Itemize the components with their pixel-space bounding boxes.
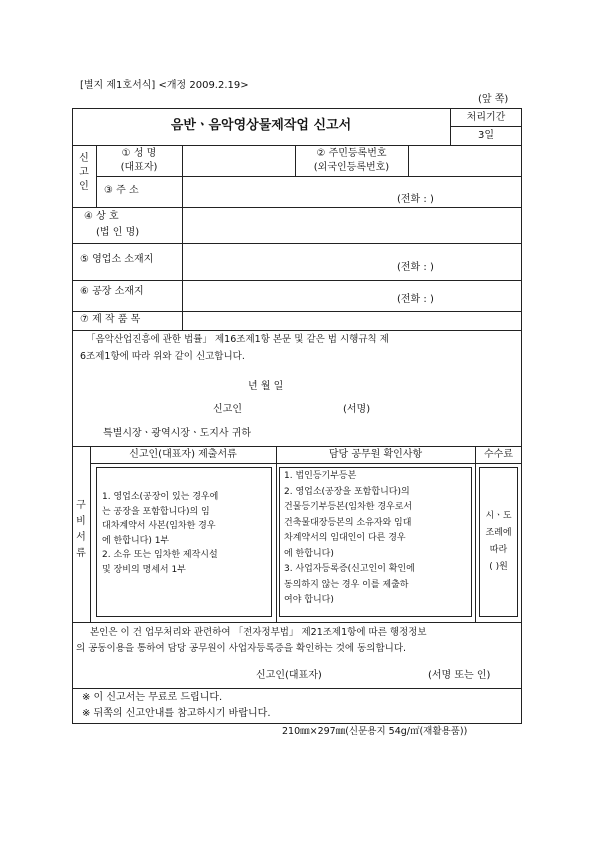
official-check-list xyxy=(284,469,415,609)
list-item: 여야 합니다) xyxy=(284,595,334,605)
address-field[interactable] xyxy=(183,177,521,206)
list-item: 대차계약서 사본(임차한 경우 xyxy=(102,521,216,531)
official-check-header: 담당 공무원 확인사항 xyxy=(328,449,423,460)
list-item: 3. 사업자등록증(신고인이 확인에 xyxy=(284,564,415,574)
declaration-date: 년 월 일 xyxy=(248,381,284,392)
applicant-docs-header: 신고인(대표자) 제출서류 xyxy=(129,449,237,460)
fee-text: 시ㆍ도 조례에 따라 ( )원 xyxy=(485,511,512,572)
list-item: 2. 영업소(공장을 포함합니다)의 xyxy=(284,486,410,497)
list-item: 에 한합니다) xyxy=(284,548,334,559)
name-field[interactable] xyxy=(183,146,294,175)
page-side-label: (앞 쪽) xyxy=(478,94,509,105)
product-field[interactable] xyxy=(183,312,521,329)
list-item: 는 공장을 포함합니다)의 임 xyxy=(102,506,210,517)
rrn-sub-label: (외국인등록번호) xyxy=(313,162,390,173)
list-item: 건축물대장등본의 소유자와 임대 xyxy=(284,517,412,528)
paper-spec: 210㎜×297㎜(신문용지 54g/㎡(재활용품)) xyxy=(282,726,468,737)
list-item: 2. 소유 또는 임차한 제작시설 xyxy=(102,550,218,560)
note-reference: ※ 뒤쪽의 신고안내를 참고하시기 바랍니다. xyxy=(82,708,271,719)
address-label: ③ 주 소 xyxy=(104,185,139,196)
list-item: 및 장비의 명세서 1부 xyxy=(102,564,186,575)
form-number: [별지 제1호서식] <개정 2009.2.19> xyxy=(80,80,249,91)
trade-name-field[interactable] xyxy=(183,208,521,242)
address-phone: (전화 : ) xyxy=(397,194,434,205)
office-phone: (전화 : ) xyxy=(397,262,434,273)
list-item: 건물등기부등본(임차한 경우로서 xyxy=(284,502,413,512)
product-label: ⑦ 제 작 품 목 xyxy=(80,314,141,325)
declaration-line-1: 「음악산업진흥에 관한 법률」 제16조제1항 본문 및 같은 법 시행규칙 제 xyxy=(86,334,389,345)
trade-name-sub: (법 인 명) xyxy=(96,227,140,238)
consent-signer: 신고인(대표자) xyxy=(256,670,322,681)
list-item: 차계약서의 임대인이 다른 경우 xyxy=(284,533,406,543)
office-address-label: ⑤ 영업소 소재지 xyxy=(80,254,154,265)
list-item: 1. 법인등기부등본 xyxy=(284,471,357,481)
name-sub-label: (대표자) xyxy=(120,162,158,173)
processing-period-value: 3일 xyxy=(477,130,495,141)
factory-address-label: ⑥ 공장 소재지 xyxy=(80,286,144,297)
declaration-line-2: 6조제1항에 따라 위와 같이 신고합니다. xyxy=(80,351,245,362)
documents-group-label: 구 비 서 류 xyxy=(76,500,86,559)
list-item: 에 한합니다) 1부 xyxy=(102,535,170,546)
consent-sign: (서명 또는 인) xyxy=(428,670,491,681)
fee-header: 수수료 xyxy=(484,449,513,460)
trade-name-label: ④ 상 호 xyxy=(84,211,119,222)
note-free: ※ 이 신고서는 무료로 드립니다. xyxy=(82,692,223,703)
consent-line-1: 본인은 이 건 업무처리와 관련하여 「전자정부법」 제21조제1항에 따른 행정정보 xyxy=(90,627,427,638)
declaration-signer: 신고인 xyxy=(213,404,242,415)
processing-period-label: 처리기간 xyxy=(466,112,506,123)
rrn-field[interactable] xyxy=(409,146,521,175)
list-item: 1. 영업소(공장이 있는 경우에 xyxy=(102,492,219,502)
applicant-group-label: 신 고 인 xyxy=(79,153,89,192)
office-address-field[interactable] xyxy=(183,244,521,279)
list-item: 동의하지 않는 경우 이를 제출하 xyxy=(284,579,409,590)
consent-line-2: 의 공동이용을 통하여 담당 공무원이 사업자등록증을 확인하는 것에 동의합니다. xyxy=(76,643,407,654)
rrn-label: ② 주민등록번호 xyxy=(316,148,387,159)
applicant-docs-list xyxy=(102,490,218,577)
factory-phone: (전화 : ) xyxy=(397,294,434,305)
factory-address-field[interactable] xyxy=(183,281,521,310)
declaration-addressee: 특별시장ㆍ광역시장ㆍ도지사 귀하 xyxy=(103,428,252,439)
declaration-sign: (서명) xyxy=(343,404,371,415)
name-label: ① 성 명 xyxy=(121,148,157,159)
form-title: 음반ㆍ음악영상물제작업 신고서 xyxy=(170,118,352,133)
